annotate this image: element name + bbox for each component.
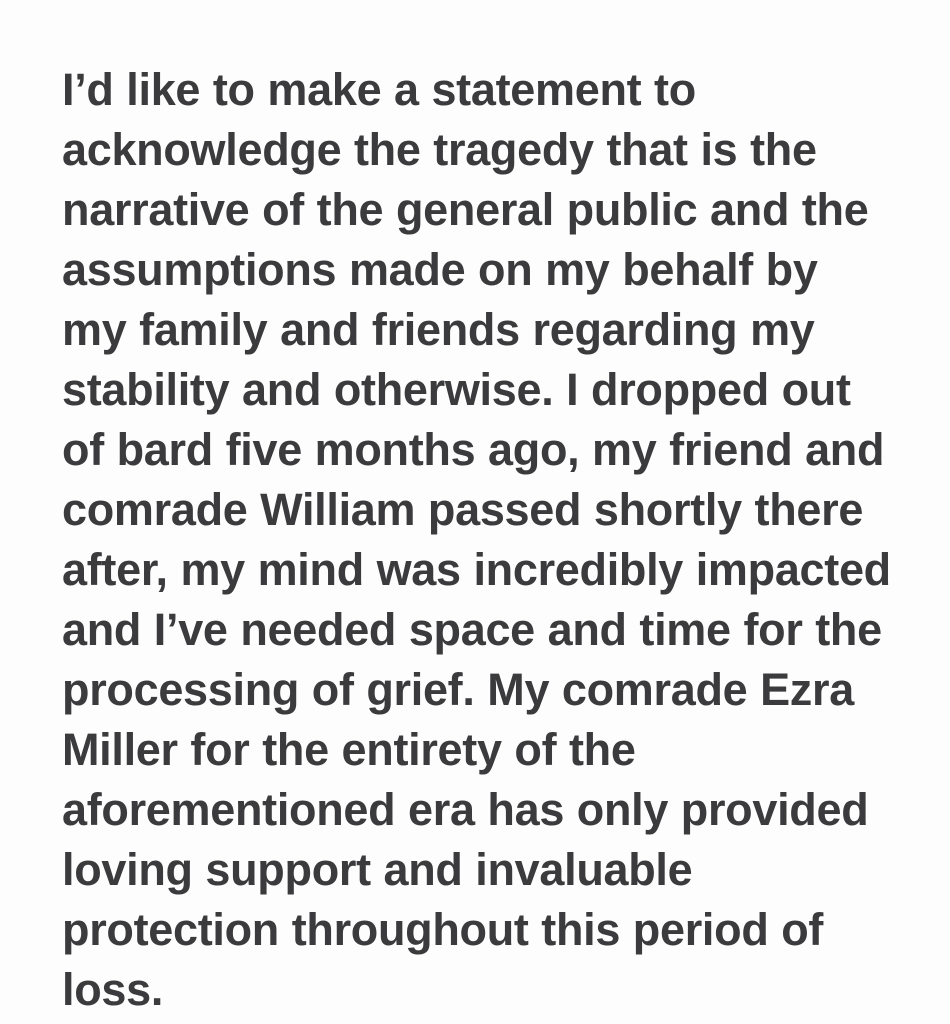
statement-text: I’d like to make a statement to acknowledge the tragedy that is the narrative of the general public and the assumptions made on my behalf by my family and friends regarding my stability and otherwise. I dropped out of bard five months ago, my friend and comrade William passed shortly there after, my mind was incredibly impacted and I’ve needed space and time for the processing of grief. My comrade Ezra Miller for the entirety of the aforementioned era has only provided loving support and invaluable protection throughout this period of loss. bbox=[62, 64, 904, 1015]
